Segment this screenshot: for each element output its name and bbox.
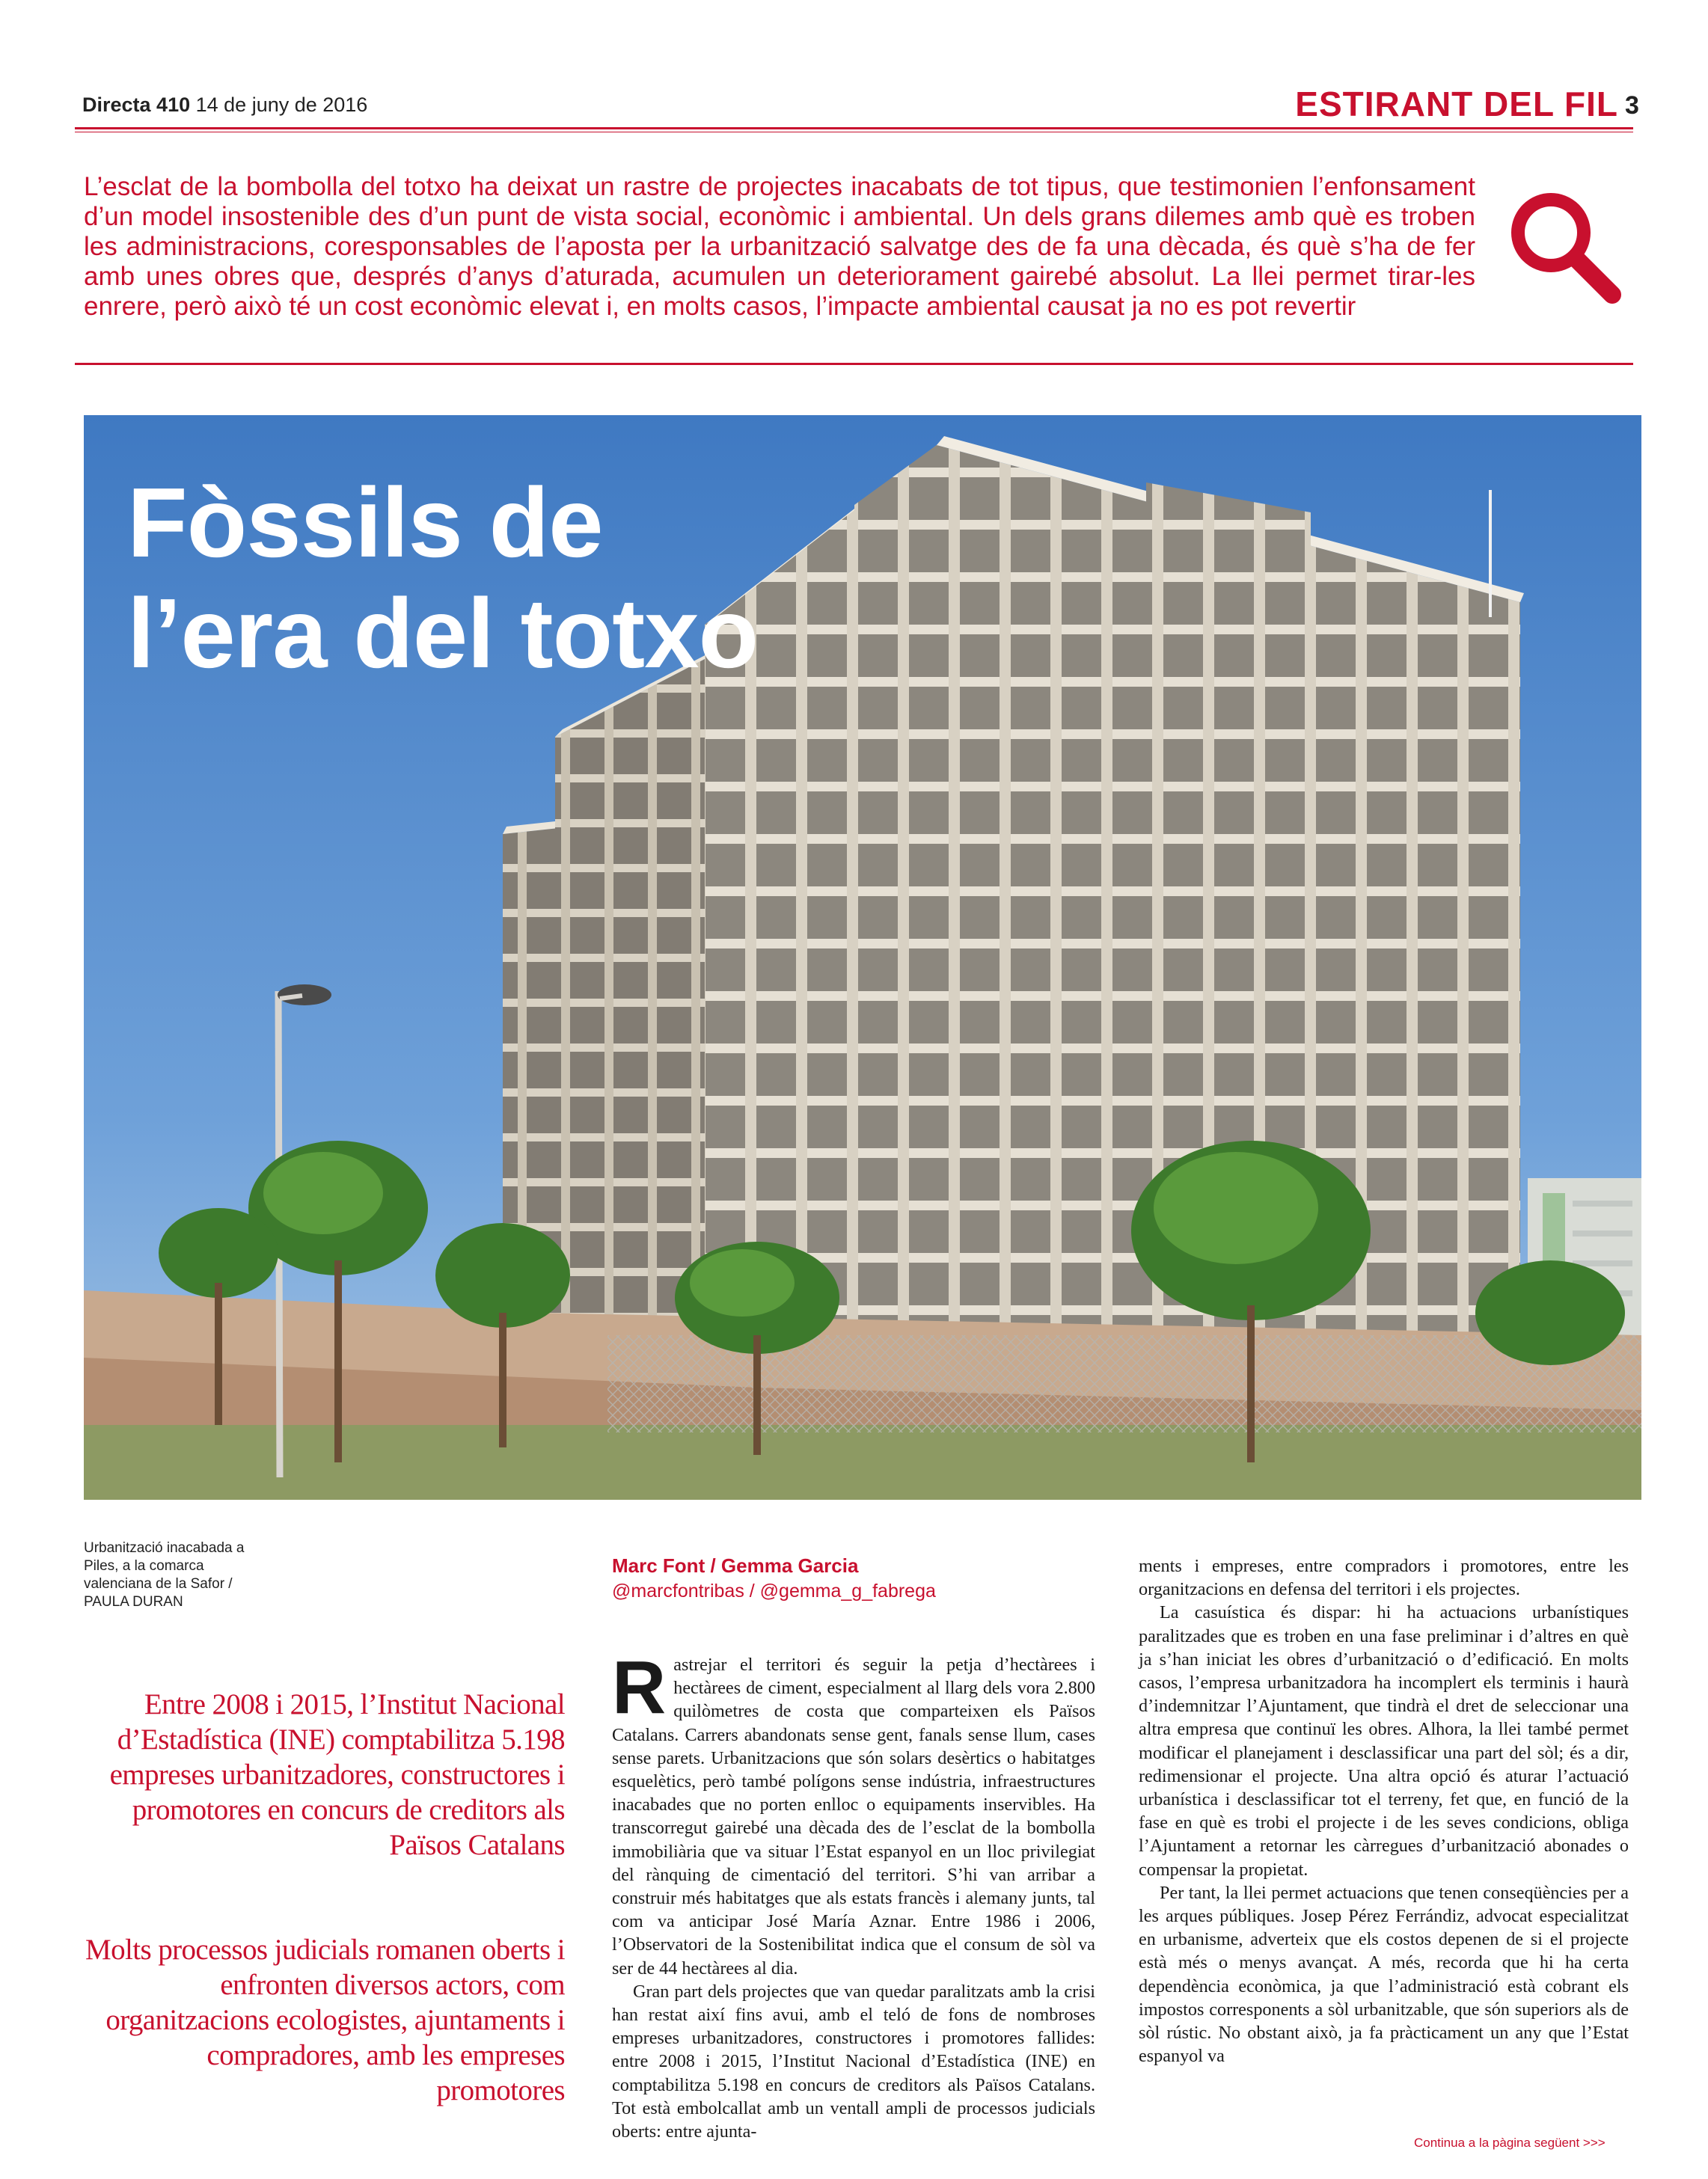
search-icon	[1500, 183, 1627, 310]
article-column-2	[1139, 1554, 1629, 2068]
article-paragraph: Gran part dels projectes que van quedar paralitzats amb la crisi han restat així fins avui, amb el teló de fons de nombroses empreses urbanitzadores, constructores i promotores fallides: entre 2008 i 2015, l’Institut Nacional d’Estadística (INE) en comptabilitza 5.198 en concurs de creditors als Països Catalans. Tot està embolcallat amb un ventall ampli de processos judicials oberts: entre ajunta-	[612, 1981, 1095, 2142]
page-number: 3	[1625, 91, 1639, 120]
drop-cap: R	[612, 1646, 667, 1729]
pull-quote-2: Molts processos judicials romanen oberts i enfronten diversos actors, com organitzacions ecologistes, ajuntaments i compradores, amb les empreses promotores	[85, 1934, 565, 2106]
issue-info	[82, 94, 367, 117]
article-column-1	[612, 1646, 1095, 2143]
header-rule	[75, 127, 1633, 129]
section-title: ESTIRANT DEL FIL	[1295, 85, 1618, 123]
intro-rule	[75, 363, 1633, 365]
article-paragraph: Rastrejar el territori és seguir la petja d’hectàrees i hectàrees de ciment, especialment al llarg dels vora 2.800 quilòmetres de costa que comparteixen els Països Catalans. Carrers abandonats sense gent, fanals sense llum, cases sense parets. Urbanitzacions que són solars desèrtics o habitatges esquelètics, però també polígons sense indústria, infraestructures inacabades que no porten enlloc o equipaments inservibles. Ha transcorregut gairebé una dècada des de l’esclat de la bombolla immobiliària que va situar l’Estat espanyol en un lloc privilegiat del rànquing de cimentació del territori. S’hi van arribar a construir més habitatges que als estats francès i alemany junts, tal com va anticipar José María Aznar. Entre 1986 i 2006, l’Observatori de la Sostenibilitat indica que el consum de sòl va ser de 44 hectàrees al dia.	[612, 1646, 1095, 1979]
article-paragraph: La casuística és dispar: hi ha actuacions urbanístiques paralitzades que es troben en una fase preliminar i d’altres en què ja s’han iniciat les obres d’urbanització o d’edificació. En molts casos, l’empresa urbanitzadora ha incomplert els terminis i haurà d’indemnitzar l’Ajuntament, que tindrà el dret de seleccionar una altra empresa que continuï les obres. Alhora, la llei també permet modificar el planejament i desclassificar una part del sòl; és a dir, redimensionar el projecte. Una altra opció és aturar l’actuació urbanística i desclassificar tot el terreny, fet que, en funció de la fase en què es trobi el projecte i de les seves condicions, obliga l’Ajuntament a retornar les càrregues d’urbanització abonades o compensar la propietat.	[1139, 1602, 1629, 1880]
publication-name: Directa 410	[82, 94, 191, 116]
intro-text: L’esclat de la bombolla del totxo ha deixat un rastre de projectes inacabats de tot tipus, que testimonien l’enfonsament d’un model insostenible des d’un punt de vista social, econòmic i ambiental. Un dels grans dilemes amb què es troben les administracions, coresponsables de l’aposta per la urbanització salvatge des de fa una dècada, és què s’ha de fer amb unes obres que, després d’anys d’aturada, acumulen un deteriorament gairebé absolut. La llei permet tirar-les enrere, però això té un cost econòmic elevat i, en molts casos, l’impacte ambiental causat ja no es pot revertir	[84, 172, 1475, 321]
author-handles: @marcfontribas / @gemma_g_fabrega	[612, 1581, 936, 1602]
article-paragraph: ments i empreses, entre compradors i promotores, entre les organitzacions en defensa del territori i els projectes.	[1139, 1556, 1629, 1600]
pull-quote-1: Entre 2008 i 2015, l’Institut Nacional d’Estadística (INE) comptabilitza 5.198 empreses urbanitzadores, constructores i promotores en concurs de creditors als Països Catalans	[109, 1688, 565, 1861]
headline: Fòssils de l’era del totxo	[127, 468, 759, 688]
article-paragraph: Per tant, la llei permet actuacions que tenen conseqüències per a les arques públiques. Josep Pérez Ferrándiz, advocat especialitzat en urbanisme, adverteix que els costos depenen de si el projecte està més o menys avançat. A més, recorda que hi ha certa dependència econòmica, ja que l’administració està cobrant els impostos corresponents a sòl urbanitzable, que són superiors als de sòl rústic. No obstant això, ja fa pràcticament un any que l’Estat espanyol va	[1139, 1882, 1629, 2067]
continue-link[interactable]: Continua a la pàgina següent >>>	[1414, 2136, 1606, 2150]
issue-date: 14 de juny de 2016	[195, 94, 368, 116]
byline: Marc Font / Gemma Garcia	[612, 1554, 859, 1577]
photo-caption: Urbanització inacabada a Piles, a la comarca valenciana de la Safor / PAULA DURAN	[84, 1540, 245, 1610]
